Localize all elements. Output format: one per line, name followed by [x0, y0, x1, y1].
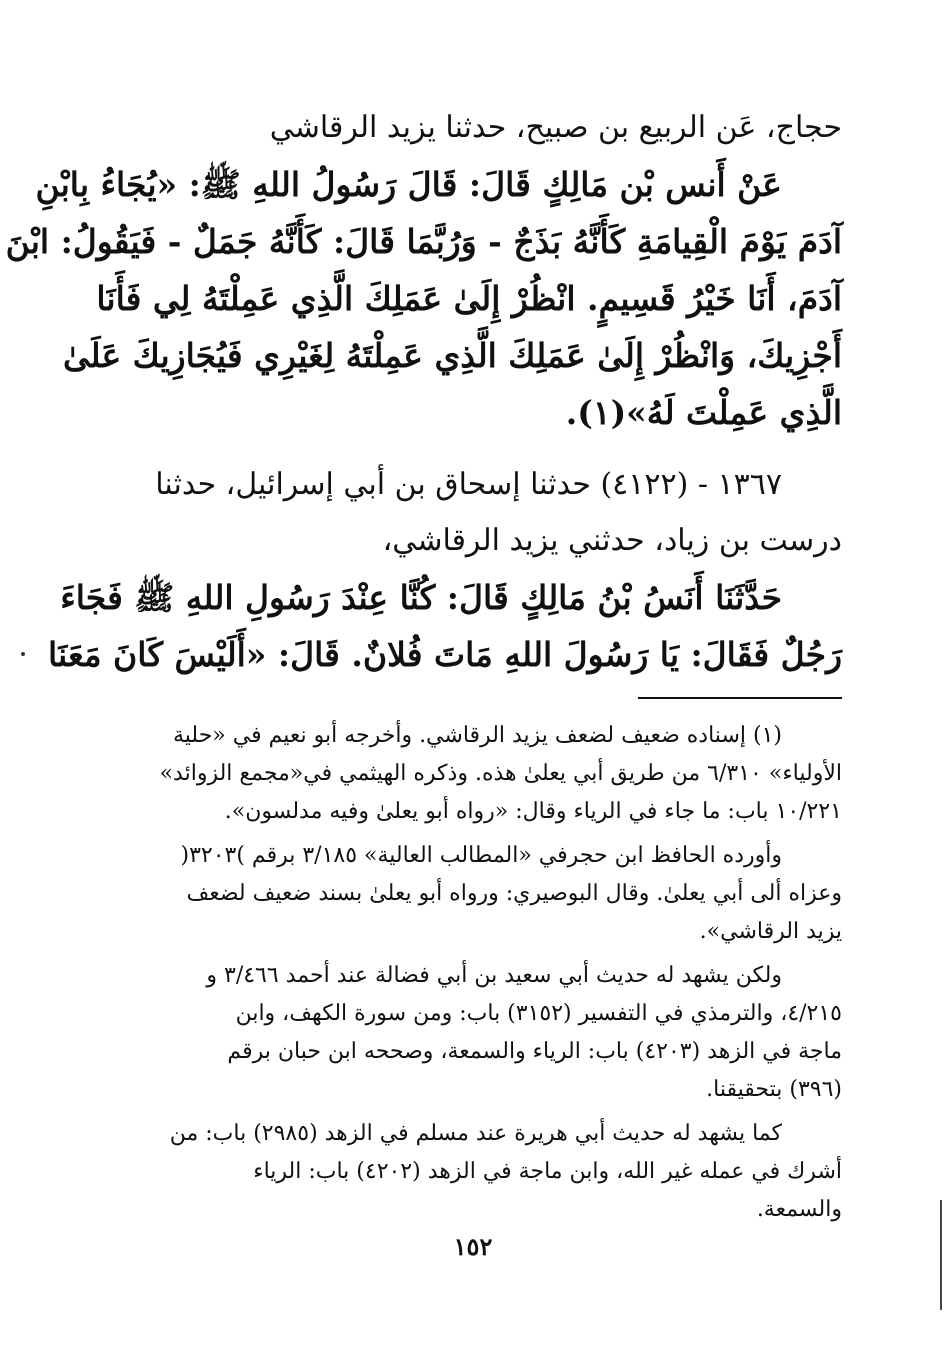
- hadith-line: حَدَّثَنَا أَنَسُ بْنُ مَالِكٍ قَالَ: كُنَّا عِنْدَ رَسُولِ اللهِ ﷺ فَجَاءَ: [60, 578, 782, 617]
- footnote-line: ولكن يشهد له حديث أبي سعيد بن أبي فضالة عند أحمد ٣/٤٦٦ و: [206, 963, 782, 988]
- footnote-line: وعزاه ألى أبي يعلىٰ. وقال البوصيري: ورواه أبو يعلىٰ بسند ضعيف لضعف: [186, 881, 842, 906]
- footnote-line: وأورده الحافظ ابن حجرفي «المطالب العالية» ٣/١٨٥ برقم )٣٢٠٣(: [180, 843, 782, 868]
- hadith-line: أَجْزِيكَ، وَانْظُرْ إِلَىٰ عَمَلِكَ الَّذِي عَمِلْتَهُ لِغَيْرِي فَيُجَازِيكَ عَلَىٰ: [63, 336, 842, 375]
- hadith-line: آدَمَ يَوْمَ الْقِيامَةِ كَأَنَّهُ بَذَجٌ - وَرُبَّمَا قَالَ: كَأَنَّهُ جَمَلٌ - فَيَقُولُ: ابْنَ: [5, 222, 842, 261]
- footnote-line: (١) إسناده ضعيف لضعف يزيد الرقاشي. وأخرجه أبو نعيم في «حلية: [172, 723, 782, 748]
- footnote-line: والسمعة.: [756, 1197, 842, 1222]
- paragraph-gap: [150, 441, 842, 457]
- footnote-line: (٣٩٦) بتحقيقنا.: [706, 1077, 842, 1102]
- scan-speck: [21, 652, 25, 656]
- page-number: ١٥٢: [453, 1232, 493, 1261]
- scan-edge-mark: [940, 1200, 942, 1310]
- hadith-line: رَجُلٌ فَقَالَ: يَا رَسُولَ اللهِ مَاتَ فُلانٌ. قَالَ: «أَلَيْسَ كَانَ مَعَنَا: [47, 635, 842, 674]
- hadith-number-line: ١٣٦٧ - (٤١٢٢) حدثنا إسحاق بن أبي إسرائيل، حدثنا: [155, 467, 782, 502]
- hadith-line: آدَمَ، أَنَا خَيْرُ قَسِيمٍ. انْظُرْ إِلَىٰ عَمَلِكَ الَّذِي عَمِلْتَهُ لِي فَأَنَا: [96, 279, 842, 318]
- footnote-separator: [638, 697, 842, 699]
- hadith-line: عَنْ أَنس بْن مَالِكٍ قَالَ: قَالَ رَسُولُ اللهِ ﷺ: «يُجَاءُ بِابْنِ: [35, 165, 782, 204]
- footnote-line: ١٠/٢٢١ باب: ما جاء في الرياء وقال: «رواه أبو يعلىٰ وفيه مدلسون».: [224, 799, 842, 824]
- footnote-line: أشرك في عمله غير الله، وابن ماجة في الزهد (٤٢٠٢) باب: الرياء: [253, 1159, 842, 1184]
- footnote-line: ماجة في الزهد (٤٢٠٣) باب: الرياء والسمعة، وصححه ابن حبان برقم: [227, 1039, 842, 1064]
- hadith-line: الَّذِي عَمِلْتَ لَهُ»(١).: [565, 393, 842, 432]
- page-body: [5, 100, 842, 1229]
- footnote-line: يزيد الرقاشي».: [699, 919, 842, 944]
- isnad-line: حجاج، عَن الربيع بن صبيح، حدثنا يزيد الرقاشي: [269, 110, 842, 145]
- footnote-line: الأولياء» ٦/٣١٠ من طريق أبي يعلىٰ هذه. وذكره الهيثمي في«مجمع الزوائد»: [159, 761, 842, 786]
- isnad-line: درست بن زياد، حدثني يزيد الرقاشي،: [382, 523, 842, 558]
- footnote-line: كما يشهد له حديث أبي هريرة عند مسلم في الزهد (٢٩٨٥) باب: من: [169, 1121, 782, 1146]
- footnote-line: ٤/٢١٥، والترمذي في التفسير (٣١٥٢) باب: ومن سورة الكهف، وابن: [235, 1001, 842, 1026]
- footnotes: [150, 717, 842, 1229]
